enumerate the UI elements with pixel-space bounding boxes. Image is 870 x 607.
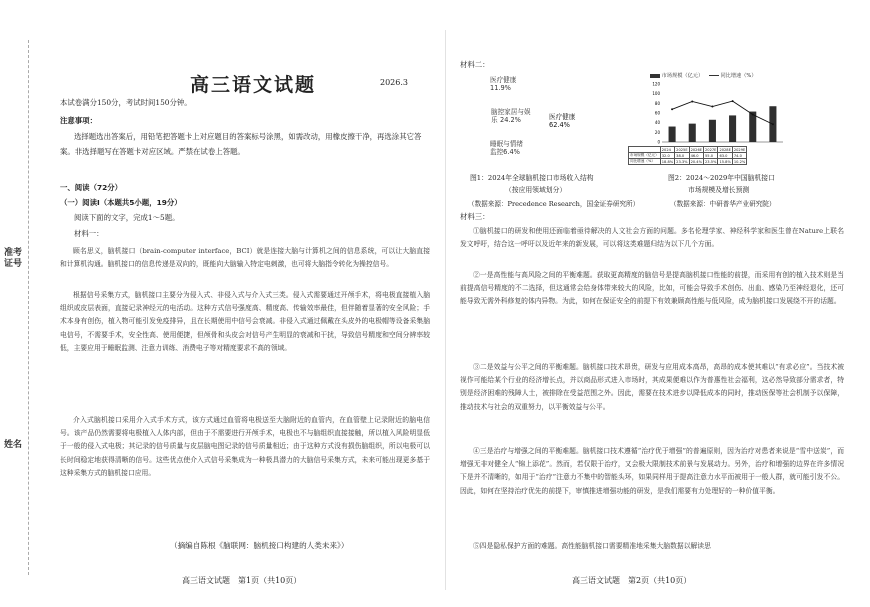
table-header-2024: 2024 xyxy=(660,147,674,153)
pie-caption-2: （按应用领域划分） xyxy=(505,186,567,194)
y-tick-6: 120 xyxy=(652,81,660,87)
material3-para2: ②一是高性能与高风险之间的平衡难题。获取更高精度的脑信号是提高脑机接口性能的前提，而采用有创的植入技术则是当前提高信号精度的不二选择，但这通常会给身体带来较大的风险，比如，可能会导致手术创伤、出血、感染乃至神经退化，还可能导致无需外科修复的体内异物。为此，如何在保证安全的前提下有效兼顾高性能与低风险，成为脑机接口发展绕不开的话题。 xyxy=(460,271,844,306)
table-cell: 32.0 xyxy=(660,153,674,159)
bar-2025E xyxy=(689,124,696,142)
material1-para2: 根据信号采集方式，脑机接口主要分为侵入式、非侵入式与介入式三类。侵入式需要通过开颅手术，将电极直接植入脑组织或皮层表面，直接记录神经元的电活动。这种方式信号强度高、精度高、传输效率最佳，但伴随着显著的安全风险；手术本身有创伤，植入物可能引发免疫排异，且在长期使用中信号会衰减。非侵入式通过佩戴在头皮外的电极帽等设备采集脑电信号，不需要手术，安全性高、使用便捷，但颅骨和头皮会对信号产生明显的衰减和干扰，导致信号精度和空间分辨率较低，主要应用于睡眠监测、注意力训练、消费电子等对精度要求不高的领域。 xyxy=(60,291,430,352)
material3-para5: ⑤四是隐私保护方面的难题。高性能脑机接口需要精准地采集大脑数据以解读思 xyxy=(473,542,711,550)
instruction: 阅读下面的文字，完成1～5题。 xyxy=(74,213,180,222)
bar-2027E xyxy=(729,115,736,142)
material2-label: 材料二： xyxy=(460,60,490,69)
table-cell: 63.0 xyxy=(718,153,732,159)
table-cell: 38.0 xyxy=(675,153,689,159)
growth-point-2029E xyxy=(772,123,774,125)
page-title: 高三语文试题 xyxy=(190,74,317,96)
table-cell: 23.5% xyxy=(705,159,717,164)
legend-entries xyxy=(650,72,757,79)
page1-footer: 高三语文试题 第1页（共10页） xyxy=(182,576,302,585)
table-cell: 20.4% xyxy=(690,159,703,164)
material3-para1: ①脑机接口的研发和使用还面临着亟待解决的人文社会方面的问题。多名伦理学家、神经科学家和医生曾在Nature上联名发文呼吁，结合这一呼吁以及近年来的新发展，可以将这类难题归结为以下几个方面。 xyxy=(460,227,844,249)
table-cell: 74.0 xyxy=(732,153,746,159)
table-cell: 18.8% xyxy=(661,159,674,164)
pie-label-feedback: 脑控家居与娱乐 xyxy=(491,108,531,124)
table-header-2027E: 2027E xyxy=(705,147,717,152)
legend-line: 同比增速（%） xyxy=(720,73,757,79)
pie-label-feedback-pct: 24.2% xyxy=(500,116,521,124)
table-header-2025E: 2025E xyxy=(676,147,688,152)
exam-date: 2026.3 xyxy=(380,78,408,87)
bar-caption-1: 图2：2024～2029年中国脑机接口 xyxy=(668,174,775,182)
exam-id-label: 准考证号 xyxy=(3,248,22,269)
page2-footer: 高三语文试题 第2页（共10页） xyxy=(572,576,692,585)
pie-label-medical: 医疗健康62.4% xyxy=(549,113,576,129)
subsection-heading: （一）阅读Ⅰ（本题共5小题，19分） xyxy=(60,198,182,207)
table-cell: 55.0 xyxy=(704,153,718,159)
bar-source: （数据来源：中研普华产业研究院） xyxy=(670,200,776,208)
bar-caption-2: 市场规模及增长预测 xyxy=(688,186,750,194)
growth-point-2027E xyxy=(732,100,734,102)
pie-label-home: 医疗健康 xyxy=(490,76,517,84)
table-cell: 23.3% xyxy=(676,159,688,164)
table-header-2026E: 2026E xyxy=(690,147,703,152)
pie-caption-1: 图1：2024年全球脑机接口市场收入结构 xyxy=(470,174,594,182)
growth-point-2024 xyxy=(671,108,673,110)
pie-source: （数据来源：Precedence Research，国金证券研究所） xyxy=(468,200,640,208)
chart-data-table xyxy=(628,146,747,165)
pie-label-sleep: 睡眠与情绪监控6.4% xyxy=(490,140,523,156)
growth-point-2025E xyxy=(691,100,693,102)
material3-para3: ③二是效益与公平之间的平衡难题。脑机接口技术昂贵，研发与应用成本高昂，高昂的成本使其难以“有求必应”。当技术被视作可能给某个行业的经济增长点，并以商品形式进入市场时，其成果便难以作为普惠性社会福利，这必然导致部分需求者，特别是经济困难的残障人士，被排除在受益范围之外。因此，需要在技术进步以降低成本的同时，推动医保等社会机制予以保障，推动技术与社会的双重努力，以平衡效益与公平。 xyxy=(460,363,844,411)
table-row-label: 同比增速（%） xyxy=(629,159,661,165)
bar-2026E xyxy=(709,120,716,142)
notice-title: 注意事项： xyxy=(60,116,97,125)
table-header-2028E: 2028E xyxy=(719,147,731,152)
source-citation: （摘编自陈根《脑联网：脑机接口构建的人类未来》） xyxy=(170,541,349,550)
material1-para3: 介入式脑机接口采用介入式手术方式，该方式通过血管将电极送至大脑附近的血管内，在血管壁上记录附近的脑电信号。该产品仍然需要将电极植入人体内部，但由于不需要进行开颅手术，电极也不与脑组织直接接触，所以植入风险明显低于一般的侵入式电极；其记录的信号质量与皮层脑电图记录的信号质量相近；由于这种方式没有损伤脑组织，所以电极可以长时间稳定地获得清晰的信号。这些优点使介入式信号采集成为一种极具潜力的大脑信号采集方式，未来可能出现更多基于这种采集方式的脑机接口应用。 xyxy=(60,416,430,477)
y-tick-4: 80 xyxy=(654,100,660,106)
page-divider xyxy=(445,30,446,590)
bar-2024 xyxy=(669,127,676,142)
table-row xyxy=(629,159,747,165)
table-cell: 46.0 xyxy=(689,153,703,159)
bar-chart xyxy=(650,80,785,146)
table-cell: 15.8% xyxy=(719,159,731,164)
y-tick-5: 100 xyxy=(652,91,660,97)
table-header-2029E: 2029E xyxy=(733,147,746,152)
y-tick-3: 60 xyxy=(654,110,660,116)
material1-label: 材料一： xyxy=(74,229,104,238)
growth-point-2028E xyxy=(752,114,754,116)
y-tick-0: 0 xyxy=(657,139,660,145)
section-heading: 一、阅读（72分） xyxy=(60,183,123,192)
material3-label: 材料三： xyxy=(460,212,490,221)
notice-line: 本试卷满分150分，考试时间150分钟。 xyxy=(60,98,192,107)
material1-para1: 顾名思义，脑机接口（brain-computer interface，BCI）就是连接大脑与计算机之间的信息系统，可以让大脑直接和计算机沟通。脑机接口的信息传递是双向的，既能向大脑输入特定电刺激，也可将大脑指令转化为操控信号。 xyxy=(60,247,430,269)
y-tick-2: 40 xyxy=(654,120,660,126)
legend-bars: 市场规模（亿元） xyxy=(661,73,704,79)
binding-line xyxy=(28,40,29,575)
growth-line xyxy=(672,101,773,124)
y-tick-1: 20 xyxy=(654,129,660,135)
growth-point-2026E xyxy=(711,106,713,108)
table-cell: 10.2% xyxy=(733,159,746,164)
chart-table xyxy=(628,146,747,165)
pie-label-home-pct: 11.9% xyxy=(490,84,511,92)
name-label: 姓名 xyxy=(3,440,22,450)
notice-body: 选择题选出答案后，用铅笔把答题卡上对应题目的答案标号涂黑，如需改动，用橡皮擦干净，再选涂其它答案。非选择题写在答题卡对应区域。严禁在试卷上答题。 xyxy=(60,132,422,156)
material3-para4: ④三是治疗与增强之间的平衡难题。脑机接口技术遵循“治疗优于增强”的普遍原则，因为治疗对患者来说是“雪中送炭”，而增强无非对健全人“锦上添花”。然而，若仅限于治疗，又会极大限制技术前景与发展动力。另外，治疗和增强的边界在许多情况下是并不清晰的，如用于“治疗”注意力不集中的智能头环，如果同样用于提高注意力水平而被用于一般人群，就可能引发不公。因此，如何在坚持治疗优先的前提下，审慎推进增强功能的研发，是我们需要有力处理好的一种价值平衡。 xyxy=(460,447,844,495)
table-row-label: 市场规模（亿元） xyxy=(630,153,659,157)
